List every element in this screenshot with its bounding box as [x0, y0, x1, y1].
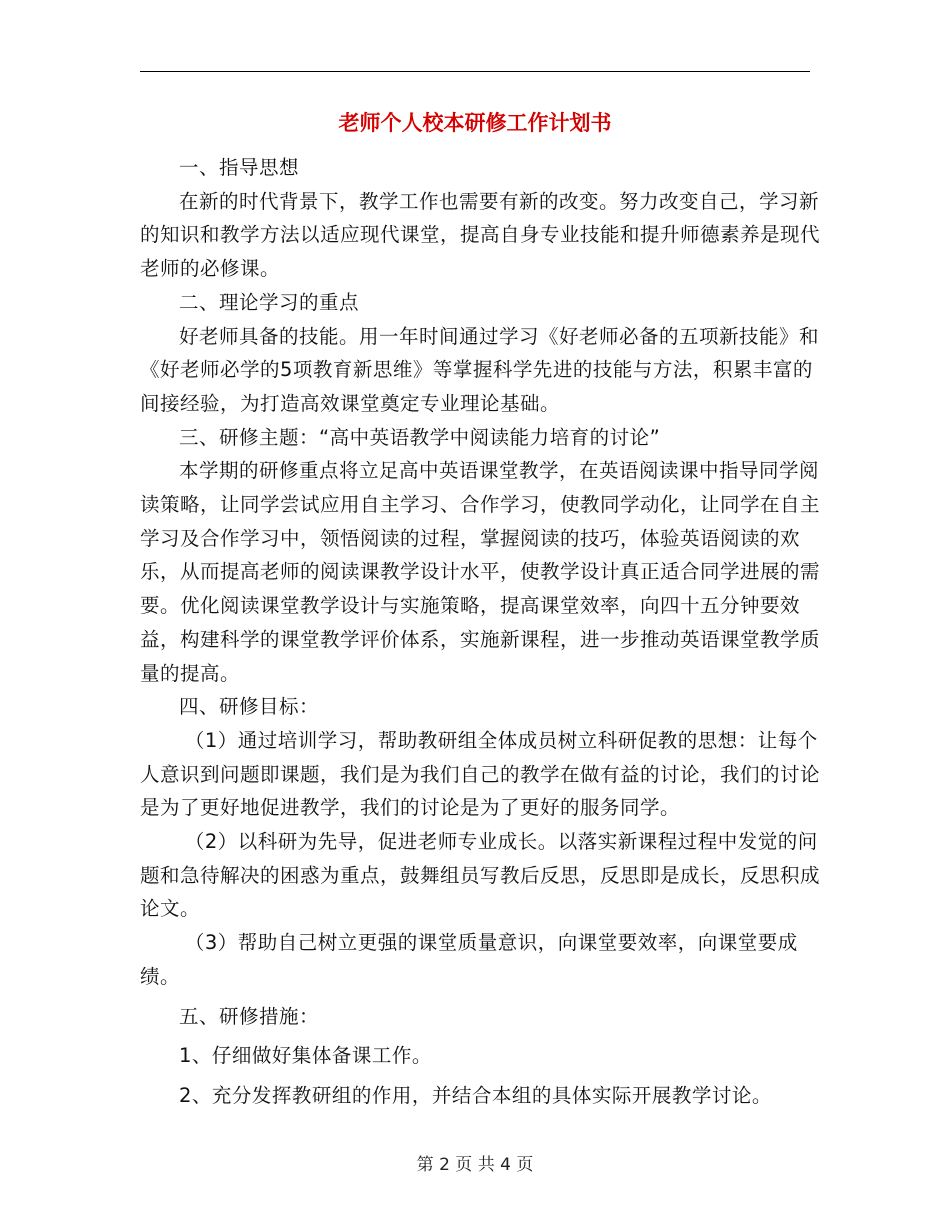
document-body: [140, 151, 825, 1113]
paragraph-theory-study: 好老师具备的技能。用一年时间通过学习《好老师必备的五项新技能》和《好老师必学的5项教育新思维》等掌握科学先进的技能与方法，积累丰富的间接经验，为打造高效课堂奠定专业理论基础。: [140, 324, 820, 415]
header-rule: [140, 71, 810, 72]
paragraph-research-theme: 本学期的研修重点将立足高中英语课堂教学，在英语阅读课中指导同学阅读策略，让同学尝试应用自主学习、合作学习，使教同学动化，让同学在自主学习及合作学习中，领悟阅读的过程，掌握阅读的技巧，体验英语阅读的欢乐，从而提高老师的阅读课教学设计水平，使教学设计真正适合同学进展的需要。优化阅读课堂教学设计与实施策略，提高课堂效率，向四十五分钟要效益，构建科学的课堂教学评价体系，实施新课程，进一步推动英语课堂教学质量的提高。: [140, 459, 821, 685]
heading-guiding-thought: 一、指导思想: [179, 156, 300, 179]
paragraph-measure-1: 1、仔细做好集体备课工作。: [179, 1044, 432, 1068]
heading-research-measures: 五、研修措施：: [179, 1004, 320, 1028]
heading-research-theme: 三、研修主题：“高中英语教学中阅读能力培育的讨论”: [179, 425, 661, 449]
heading-theory-study: 二、理论学习的重点: [179, 290, 360, 314]
paragraph-goal-1: （1）通过培训学习，帮助教研组全体成员树立科研促教的思想：让每个人意识到问题即课题，我们是为我们自己的教学在做有益的讨论，我们的讨论是为了更好地促进教学，我们的讨论是为了更好的服务同学。: [140, 728, 821, 820]
page-number: 第 2 页 共 4 页: [416, 1155, 534, 1175]
heading-research-goals: 四、研修目标：: [179, 695, 320, 719]
paragraph-guiding-thought: 在新的时代背景下，教学工作也需要有新的改变。努力改变自己，学习新的知识和教学方法以适应现代课堂，提高自身专业技能和提升师德素养是现代老师的必修课。: [140, 189, 821, 281]
paragraph-goal-3: （3）帮助自己树立更强的课堂质量意识，向课堂要效率，向课堂要成绩。: [140, 931, 798, 988]
paragraph-measure-2: 2、充分发挥教研组的作用，并结合本组的具体实际开展教学讨论。: [179, 1083, 772, 1107]
paragraph-goal-2: （2）以科研为先导，促进老师专业成长。以落实新课程过程中发觉的问题和急待解决的困惑为重点，鼓舞组员写教后反思，反思即是成长，反思积成论文。: [140, 830, 821, 921]
document-title: 老师个人校本研修工作计划书: [338, 110, 612, 135]
